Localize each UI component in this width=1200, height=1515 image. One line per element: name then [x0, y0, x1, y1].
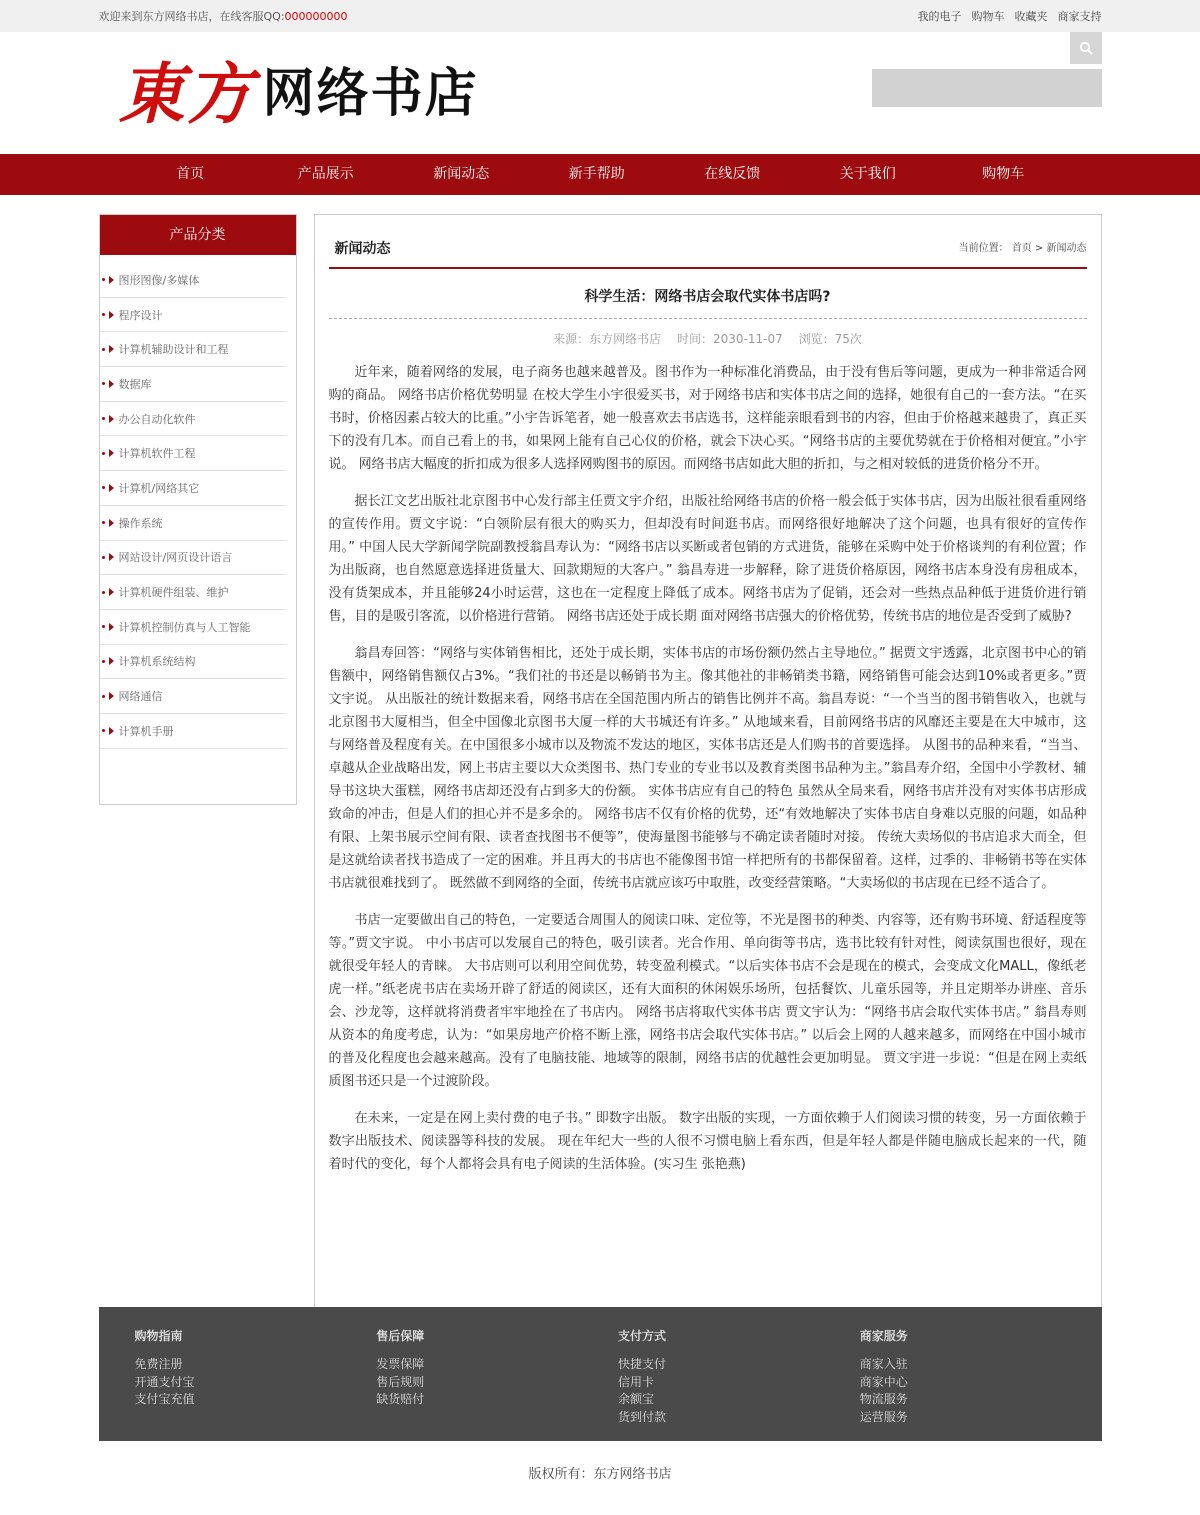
top-link-merchant[interactable]: 商家支持	[1057, 10, 1102, 23]
footer-link[interactable]: 免费注册	[134, 1357, 183, 1371]
arrow-right-icon	[100, 519, 119, 527]
footer-link[interactable]: 售后规则	[376, 1374, 425, 1389]
welcome-text: 欢迎来到东方网络书店，在线客服QQ:000000000	[98, 10, 348, 23]
category-item[interactable]: 计算机硬件组装、维护	[100, 575, 287, 610]
footer-heading: 购物指南	[134, 1329, 183, 1343]
footer-link[interactable]: 货到付款	[618, 1409, 667, 1424]
category-item[interactable]: 程序设计	[100, 298, 287, 333]
site-logo[interactable]	[119, 54, 479, 134]
article-title: 科学生活：网络书店会取代实体书店吗?	[329, 286, 1087, 319]
category-item[interactable]: 计算机控制仿真与人工智能	[100, 610, 287, 645]
arrow-right-icon	[100, 276, 119, 284]
category-item[interactable]: 计算机系统结构	[100, 645, 287, 680]
search-icon	[1079, 41, 1093, 55]
arrow-right-icon	[100, 588, 119, 596]
nav-news[interactable]: 新闻动态	[433, 166, 490, 182]
breadcrumb[interactable]: 当前位置： 首页 > 新闻动态	[958, 243, 1087, 254]
footer-heading: 支付方式	[618, 1329, 667, 1343]
category-item[interactable]: 计算机手册	[100, 714, 287, 749]
nav-help[interactable]: 新手帮助	[568, 166, 625, 182]
top-links	[918, 8, 1102, 24]
footer-link[interactable]: 支付宝充值	[134, 1392, 195, 1406]
arrow-right-icon	[100, 449, 119, 457]
top-link-cart[interactable]: 购物车	[971, 10, 1005, 23]
main-area	[99, 214, 1102, 1307]
category-sidebar	[99, 214, 297, 805]
header	[99, 32, 1102, 154]
footer-column-aftersales	[376, 1327, 618, 1441]
footer-column-guide	[135, 1327, 377, 1441]
copyright: 版权所有：东方网络书店	[528, 1467, 672, 1482]
article-paragraph: 据长江文艺出版社北京图书中心发行部主任贾文宇介绍，出版社给网络书店的价格一般会低于实体书店，因为出版社很看重网络的宣传作用。贾文宇说：“白领阶层有很大的购买力，但却没有时间逛书店。而网络很好地解决了这个问题，也具有很好的宣传作用。” 中国人民大学新闻学院副教授翁昌寿认为：“网络书店以买断或者包销的方式进货，能够在采购中处于价格谈判的有利位置；作为出版商，也自然愿意选择进货量大、回款期短的大客户。” 翁昌寿进一步解释，除了进货价格原因，网络书店本身没有房租成本，没有货架成本，并且能够24小时运营，这也在一定程度上降低了成本。网络书店为了促销，还会对一些热点品种低于进货价进行销售，目的是吸引客流，以价格进行营销。 网络书店还处于成长期 面对网络书店强大的价格优势，传统书店的地位是否受到了威胁?	[328, 494, 1087, 624]
footer-link[interactable]: 商家入驻	[859, 1357, 908, 1371]
logo-brand: 東方	[118, 55, 255, 133]
top-link-favorites[interactable]: 收藏夹	[1014, 10, 1048, 23]
article-time: 时间：2030-11-07	[676, 332, 783, 346]
article-meta	[329, 330, 1087, 347]
category-item[interactable]: 计算机辅助设计和工程	[100, 332, 287, 367]
footer-link[interactable]: 发票保障	[376, 1357, 425, 1371]
category-item[interactable]: 计算机/网络其它	[100, 471, 287, 506]
news-content	[314, 214, 1102, 1307]
footer-heading: 商家服务	[859, 1329, 908, 1343]
arrow-right-icon	[100, 484, 119, 492]
arrow-right-icon	[100, 553, 119, 561]
arrow-right-icon	[100, 380, 119, 388]
footer-link[interactable]: 物流服务	[859, 1392, 908, 1406]
category-item[interactable]: 数据库	[100, 367, 287, 402]
arrow-right-icon	[100, 657, 119, 665]
content-header	[329, 215, 1087, 269]
article-paragraph: 书店一定要做出自己的特色，一定要适合周围人的阅读口味、定位等，不光是图书的种类、内容等，还有购书环境、舒适程度等等。”贾文宇说。 中小书店可以发展自己的特色，吸引读者。光合作用、单向街等书店，选书比较有针对性，阅读氛围也很好，现在就很受年轻人的青睐。 大书店则可以利用空间优势，转变盈利模式。“以后实体书店不会是现在的模式，会变成文化MALL，像纸老虎一样。”纸老虎书店在卖场开辟了舒适的阅读区，还有大面积的休闲娱乐场所，包括餐饮、儿童乐园等，并且定期举办讲座、音乐会、沙龙等，这样就将消费者牢牢地拴在了书店内。 网络书店将取代实体书店 贾文宇认为：“网络书店会取代实体书店。” 翁昌寿则从资本的角度考虑，认为：“如果房地产价格不断上涨，网络书店会取代实体书店。” 以后会上网的人越来越多，而网络在中国小城市的普及化程度也会越来越高。没有了电脑技能、地域等的限制，网络书店的优越性会更加明显。 贾文宇进一步说：“但是在网上卖纸质图书还只是一个过渡阶段。	[328, 913, 1087, 1089]
arrow-right-icon	[100, 311, 119, 319]
footer-column-payment	[618, 1327, 860, 1441]
footer-link[interactable]: 缺货赔付	[376, 1392, 425, 1406]
arrow-right-icon	[100, 727, 119, 735]
top-bar	[0, 0, 1200, 32]
footer-link[interactable]: 商家中心	[859, 1374, 908, 1389]
arrow-right-icon	[100, 692, 119, 700]
category-item[interactable]: 网站设计/网页设计语言	[100, 541, 287, 576]
footer-column-merchant	[860, 1327, 1102, 1441]
footer-link[interactable]: 信用卡	[618, 1374, 655, 1389]
category-item[interactable]: 操作系统	[100, 506, 287, 541]
nav-cart[interactable]: 购物车	[982, 166, 1025, 182]
nav-products[interactable]: 产品展示	[297, 166, 354, 182]
category-item[interactable]: 计算机软件工程	[100, 436, 287, 471]
article-paragraph: 近年来，随着网络的发展，电子商务也越来越普及。图书作为一种标准化消费品，由于没有售后等问题，更成为一种非常适合网购的商品。 网络书店价格优势明显 在校大学生小宇很爱买书，对于网络书店和实体书店之间的选择，她很有自己的一套方法。“在买书时，价格因素占较大的比重。”小宇告诉笔者，她一般喜欢去书店选书，这样能亲眼看到书的内容，但由于价格越来越贵了，真正买下的没有几本。而自己看上的书，如果网上能有自己心仪的价格，就会下决心买。“网络书店的主要优势就在于价格相对便宜。”小宇说。 网络书店大幅度的折扣成为很多人选择网购图书的原因。而网络书店如此大胆的折扣，与之相对较低的进货价格分不开。	[328, 365, 1087, 472]
footer-link[interactable]: 开通支付宝	[134, 1374, 195, 1389]
article-views: 浏览：75次	[798, 332, 862, 346]
section-title: 新闻动态	[334, 241, 391, 257]
article-paragraph: 翁昌寿回答：“网络与实体销售相比，还处于成长期，实体书店的市场份额仍然占主导地位。” 据贾文宇透露，北京图书中心的销售额中，网络销售额仅占3%。“我们社的书还是以畅销书为主。像其他社的非畅销类书籍，网络销售可能会达到10%或者更多。”贾文宇说。 从出版社的统计数据来看，网络书店在全国范围内所占的销售比例并不高。翁昌寿说：“一个当当的图书销售收入，也就与北京图书大厦相当，但全中国像北京图书大厦一样的大书城还有许多。” 从地域来看，目前网络书店的风靡还主要是在大中城市，这与网络普及程度有关。在中国很多小城市以及物流不发达的地区，实体书店还是人们购书的首要选择。 从图书的品种来看，“当当、卓越从企业战略出发，网上书店主要以大众类图书、热门专业的专业书以及教育类图书品种为主。”翁昌寿介绍，全国中小学教材、辅导书这块大蛋糕，网络书店却还没有占到多大的份额。 实体书店应有自己的特色 虽然从全局来看，网络书店并没有对实体书店形成致命的冲击，但是人们的担心并不是多余的。 网络书店不仅有价格的优势，还“有效地解决了实体书店自身难以克服的问题，如品种有限、上架书展示空间有限、读者查找图书不便等”，使海量图书能够与不确定读者随时对接。 传统大卖场似的书店追求大而全，但是这就给读者找书造成了一定的困难。并且再大的书店也不能像图书馆一样把所有的书都保留着。这样，过季的、非畅销书等在实体书店就很难找到了。 既然做不到网络的全面，传统书店就应该巧中取胜，改变经营策略。“大卖场似的书店现在已经不适合了。	[328, 646, 1087, 891]
top-link-my[interactable]: 我的电子	[917, 10, 962, 23]
arrow-right-icon	[100, 623, 119, 631]
search-button[interactable]	[1070, 32, 1102, 64]
nav-home[interactable]: 首页	[176, 166, 205, 182]
arrow-right-icon	[100, 415, 119, 423]
search-input[interactable]	[872, 69, 1102, 107]
sidebar-title: 产品分类	[100, 215, 296, 255]
nav-about[interactable]: 关于我们	[839, 166, 896, 182]
article-paragraph: 在未来，一定是在网上卖付费的电子书。” 即数字出版。 数字出版的实现，一方面依赖于人们阅读习惯的转变，另一方面依赖于数字出版技术、阅读器等科技的发展。 现在年纪大一些的人很不习惯电脑上看东西，但是年轻人都是伴随电脑成长起来的一代，随着时代的变化，每个人都将会具有电子阅读的生活体验。(实习生 张艳燕)	[328, 1111, 1087, 1172]
article-source: 来源：东方网络书店	[553, 332, 662, 346]
qq-number[interactable]: 000000000	[284, 10, 348, 23]
nav-feedback[interactable]: 在线反馈	[704, 166, 761, 182]
arrow-right-icon	[100, 345, 119, 353]
footer-heading: 售后保障	[376, 1329, 425, 1343]
logo-text: 网络书店	[262, 64, 479, 124]
footer-link[interactable]: 快捷支付	[618, 1357, 667, 1371]
footer-link[interactable]: 余额宝	[618, 1392, 655, 1406]
category-item[interactable]: 图形图像/多媒体	[100, 263, 287, 298]
category-item[interactable]: 办公自动化软件	[100, 402, 287, 437]
category-item[interactable]: 网络通信	[100, 679, 287, 714]
footer-links	[99, 1307, 1102, 1441]
footer-link[interactable]: 运营服务	[859, 1409, 908, 1424]
category-list	[100, 255, 296, 749]
main-nav	[0, 154, 1200, 195]
